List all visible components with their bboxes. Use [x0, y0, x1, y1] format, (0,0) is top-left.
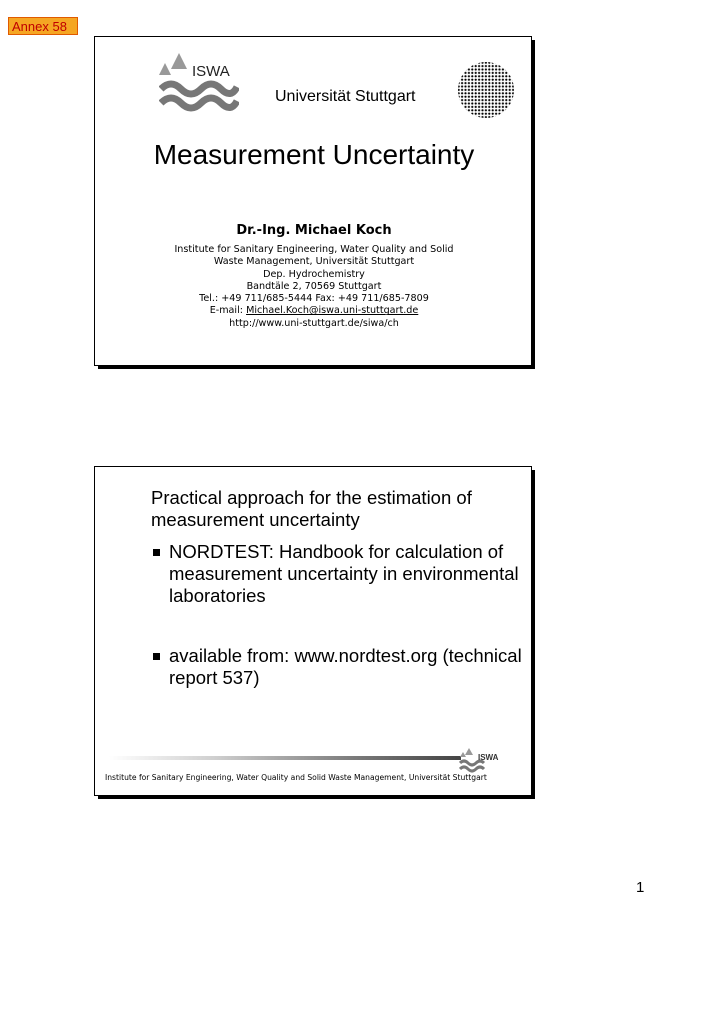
address-line: Tel.: +49 711/685-5444 Fax: +49 711/685-7809 — [199, 293, 429, 305]
logo-text: ISWA — [192, 63, 230, 80]
footer-gradient-line — [109, 756, 461, 760]
slide-title: Measurement Uncertainty — [153, 139, 475, 170]
email-prefix: E-mail: — [209, 305, 247, 317]
address-line: Institute for Sanitary Engineering, Water Quality and Solid — [174, 244, 454, 255]
iswa-small-logo — [459, 747, 505, 773]
slide-footer: Institute for Sanitary Engineering, Water Quality and Solid Waste Management, Universität Stuttgart — [105, 773, 487, 782]
slide-shadow — [98, 366, 535, 369]
author-name: Dr.-Ing. Michael Koch — [236, 223, 392, 238]
content-slide — [94, 466, 532, 796]
title-slide — [94, 36, 532, 366]
iswa-logo — [159, 51, 239, 121]
iswa-wave-icon — [159, 51, 239, 121]
bullet-item — [153, 645, 523, 689]
university-name: Universität Stuttgart — [275, 88, 416, 105]
address-block — [95, 244, 533, 330]
slide-shadow — [532, 40, 535, 369]
bullet-square-icon — [153, 549, 160, 556]
slide-shadow — [532, 470, 535, 799]
web-url: http://www.uni-stuttgart.de/siwa/ch — [229, 317, 399, 329]
slide-shadow — [98, 796, 535, 799]
annex-label: Annex 58 — [8, 17, 78, 35]
address-line: Bandtäle 2, 70569 Stuttgart — [246, 280, 382, 292]
bullet-text: NORDTEST: Handbook for calculation of measurement uncertainty in environmental laboratories — [169, 541, 519, 606]
bullet-text: available from: www.nordtest.org (technical report 537) — [169, 645, 522, 688]
bullet-square-icon — [153, 653, 160, 660]
page-number: 1 — [636, 879, 645, 896]
email-link[interactable]: Michael.Koch@iswa.uni-stuttgart.de — [246, 305, 419, 317]
bullet-item — [153, 541, 523, 607]
logo-text: ISWA — [478, 753, 499, 762]
email-line — [95, 305, 533, 317]
slide-heading: Practical approach for the estimation of measurement uncertainty — [151, 487, 472, 530]
university-emblem-icon — [457, 61, 515, 119]
address-line: Dep. Hydrochemistry — [263, 268, 365, 280]
address-line: Waste Management, Universität Stuttgart — [213, 256, 415, 268]
